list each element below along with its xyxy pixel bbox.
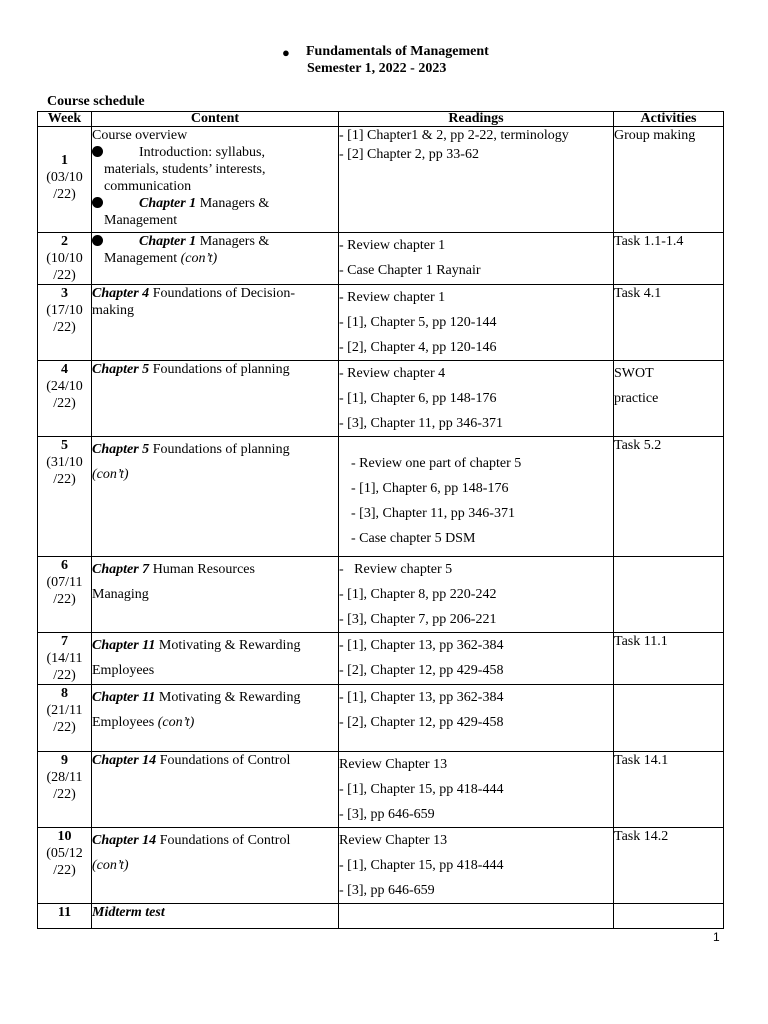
table-row [38,361,724,437]
schedule-table [37,111,724,929]
content-cell [92,127,339,233]
week-cell [38,557,92,633]
table-row [38,285,724,361]
table-row [38,437,724,557]
reading-item: - [1], Chapter 15, pp 418-444 [339,858,504,873]
week-date: (14/11 [46,651,83,666]
content-text: Managers & [196,234,270,249]
week-date-year: /22) [53,787,76,802]
content-text: Employees [92,663,155,678]
chapter-label: Chapter 4 [92,286,150,301]
activity-cell [614,361,724,437]
content-text: Foundations of Control [156,753,291,768]
reading-item: - [1], Chapter 6, pp 148-176 [351,481,509,496]
reading-item: - [1], Chapter 5, pp 120-144 [339,315,497,330]
chapter-label: Chapter 1 [139,234,197,249]
week-number: 8 [61,686,68,701]
reading-item: - [3], pp 646-659 [339,883,435,898]
week-date: (05/12 [46,846,83,861]
content-text: Employees [92,715,158,730]
page-number: 1 [713,930,720,944]
content-cell [92,557,339,633]
content-text: communication [104,179,192,194]
table-row [38,904,724,929]
chapter-label: Chapter 11 [92,638,156,653]
table-row [38,557,724,633]
week-date: (31/10 [46,455,83,470]
content-text: Managing [92,587,149,602]
activity-cell: Task 14.2 [614,828,724,904]
week-date-year: /22) [53,396,76,411]
reading-item: - [3], Chapter 11, pp 346-371 [351,506,515,521]
week-date-year: /22) [53,320,76,335]
activity-cell: Task 11.1 [614,633,724,685]
activity-text: practice [614,391,659,406]
week-date-year: /22) [53,592,76,607]
readings-cell [339,828,614,904]
content-text: Management [104,251,181,266]
chapter-label: Chapter 1 [139,196,197,211]
week-date: (28/11 [46,770,83,785]
reading-item: - Review chapter 1 [339,290,446,305]
content-text: Management [104,213,178,228]
reading-item: - [1] Chapter1 & 2, pp 2-22, terminology [339,128,569,143]
reading-item: - Review one part of chapter 5 [351,456,522,471]
reading-item: - [3], Chapter 7, pp 206-221 [339,612,497,627]
document-semester: Semester 1, 2022 - 2023 [307,61,447,76]
reading-item: - Review chapter 5 [339,562,453,577]
content-cell [92,828,339,904]
reading-item: - [1], Chapter 13, pp 362-384 [339,638,504,653]
reading-item: - [2], Chapter 4, pp 120-146 [339,340,497,355]
reading-item: - [2] Chapter 2, pp 33-62 [339,147,479,162]
column-header-readings: Readings [339,112,614,127]
reading-item: - [3], Chapter 11, pp 346-371 [339,416,503,431]
week-cell [38,127,92,233]
week-date-year: /22) [53,720,76,735]
column-header-week: Week [38,112,92,127]
readings-cell [339,127,614,233]
activity-cell [614,557,724,633]
chapter-label: Chapter 5 [92,442,150,457]
week-number: 7 [61,634,68,649]
week-number: 11 [57,905,72,920]
week-cell [38,437,92,557]
content-cont: (con’t) [92,467,129,482]
reading-item: - [1], Chapter 8, pp 220-242 [339,587,497,602]
content-text: materials, students’ interests, [104,162,266,177]
content-text: Foundations of planning [149,442,290,457]
week-cell [38,752,92,828]
table-row [38,685,724,752]
activity-text: SWOT [614,366,654,381]
reading-item: - [1], Chapter 6, pp 148-176 [339,391,497,406]
activity-cell: Task 1.1-1.4 [614,233,724,285]
content-text: Foundations of Decision- [149,286,296,301]
reading-item: - [3], pp 646-659 [339,807,435,822]
readings-cell [339,685,614,752]
reading-item: - Review chapter 4 [339,366,446,381]
content-text: Foundations of Control [156,833,291,848]
content-cell [92,361,339,437]
readings-cell [339,752,614,828]
reading-item: - Case Chapter 1 Raynair [339,263,481,278]
table-header-row [38,112,724,127]
week-number: 2 [61,234,68,249]
chapter-label: Chapter 7 [92,562,150,577]
activity-cell: Task 4.1 [614,285,724,361]
week-date-year: /22) [53,187,76,202]
readings-cell [339,633,614,685]
activity-cell [614,904,724,929]
content-text: Motivating & Rewarding [155,638,301,653]
column-header-content: Content [92,112,339,127]
activity-cell: Group making [614,127,724,233]
week-date-year: /22) [53,863,76,878]
week-date: (24/10 [46,379,83,394]
table-row [38,127,724,233]
content-text: Motivating & Rewarding [155,690,301,705]
week-number: 1 [61,153,68,168]
content-cell [92,904,339,929]
week-number: 3 [61,286,68,301]
week-date-year: /22) [53,268,76,283]
week-number: 4 [61,362,68,377]
week-number: 6 [61,558,68,573]
content-intro: Course overview [92,128,188,143]
column-header-activities: Activities [614,112,724,127]
readings-cell [339,557,614,633]
content-cell [92,752,339,828]
content-cell [92,233,339,285]
reading-item: Review Chapter 13 [339,757,448,772]
content-cont: (con’t) [92,858,129,873]
bullet-icon [92,235,103,246]
header-bullet: ● [282,45,290,60]
content-text: Foundations of planning [149,362,290,377]
content-text: making [92,303,134,318]
week-date: (21/11 [46,703,83,718]
bullet-icon [92,146,103,157]
table-row [38,752,724,828]
week-cell [38,633,92,685]
reading-item: - Review chapter 1 [339,238,446,253]
content-text: Managers & [196,196,270,211]
activity-cell: Task 14.1 [614,752,724,828]
readings-cell [339,904,614,929]
content-cell [92,285,339,361]
readings-cell [339,437,614,557]
week-date-year: /22) [53,472,76,487]
week-date: (17/10 [46,303,83,318]
reading-item: - [1], Chapter 13, pp 362-384 [339,690,504,705]
document-title: Fundamentals of Management [306,44,489,59]
week-date: (03/10 [46,170,83,185]
week-number: 5 [61,438,68,453]
table-row [38,633,724,685]
reading-item: - [2], Chapter 12, pp 429-458 [339,663,504,678]
week-cell [38,685,92,752]
reading-item: - [2], Chapter 12, pp 429-458 [339,715,504,730]
week-number: 9 [61,753,68,768]
chapter-label: Chapter 14 [92,753,157,768]
chapter-label: Chapter 14 [92,833,157,848]
week-cell [38,285,92,361]
week-cell [38,904,92,929]
week-number: 10 [57,829,72,844]
content-cont: (con’t) [180,251,218,266]
bullet-icon [92,197,103,208]
content-cell [92,685,339,752]
readings-cell [339,285,614,361]
readings-cell [339,361,614,437]
activity-cell [614,685,724,752]
section-label: Course schedule [47,94,145,109]
activity-cell: Task 5.2 [614,437,724,557]
content-cont: (con’t) [157,715,195,730]
table-row [38,828,724,904]
week-cell [38,828,92,904]
chapter-label: Chapter 5 [92,362,150,377]
chapter-label: Midterm test [92,905,165,920]
content-cell [92,437,339,557]
content-text: Human Resources [149,562,255,577]
reading-item: Review Chapter 13 [339,833,448,848]
week-cell [38,361,92,437]
table-row [38,233,724,285]
week-cell [38,233,92,285]
content-cell [92,633,339,685]
week-date: (07/11 [46,575,83,590]
readings-cell [339,233,614,285]
week-date-year: /22) [53,668,76,683]
week-date: (10/10 [46,251,83,266]
reading-item: - Case chapter 5 DSM [351,531,476,546]
reading-item: - [1], Chapter 15, pp 418-444 [339,782,504,797]
chapter-label: Chapter 11 [92,690,156,705]
content-text: Introduction: syllabus, [139,145,265,160]
